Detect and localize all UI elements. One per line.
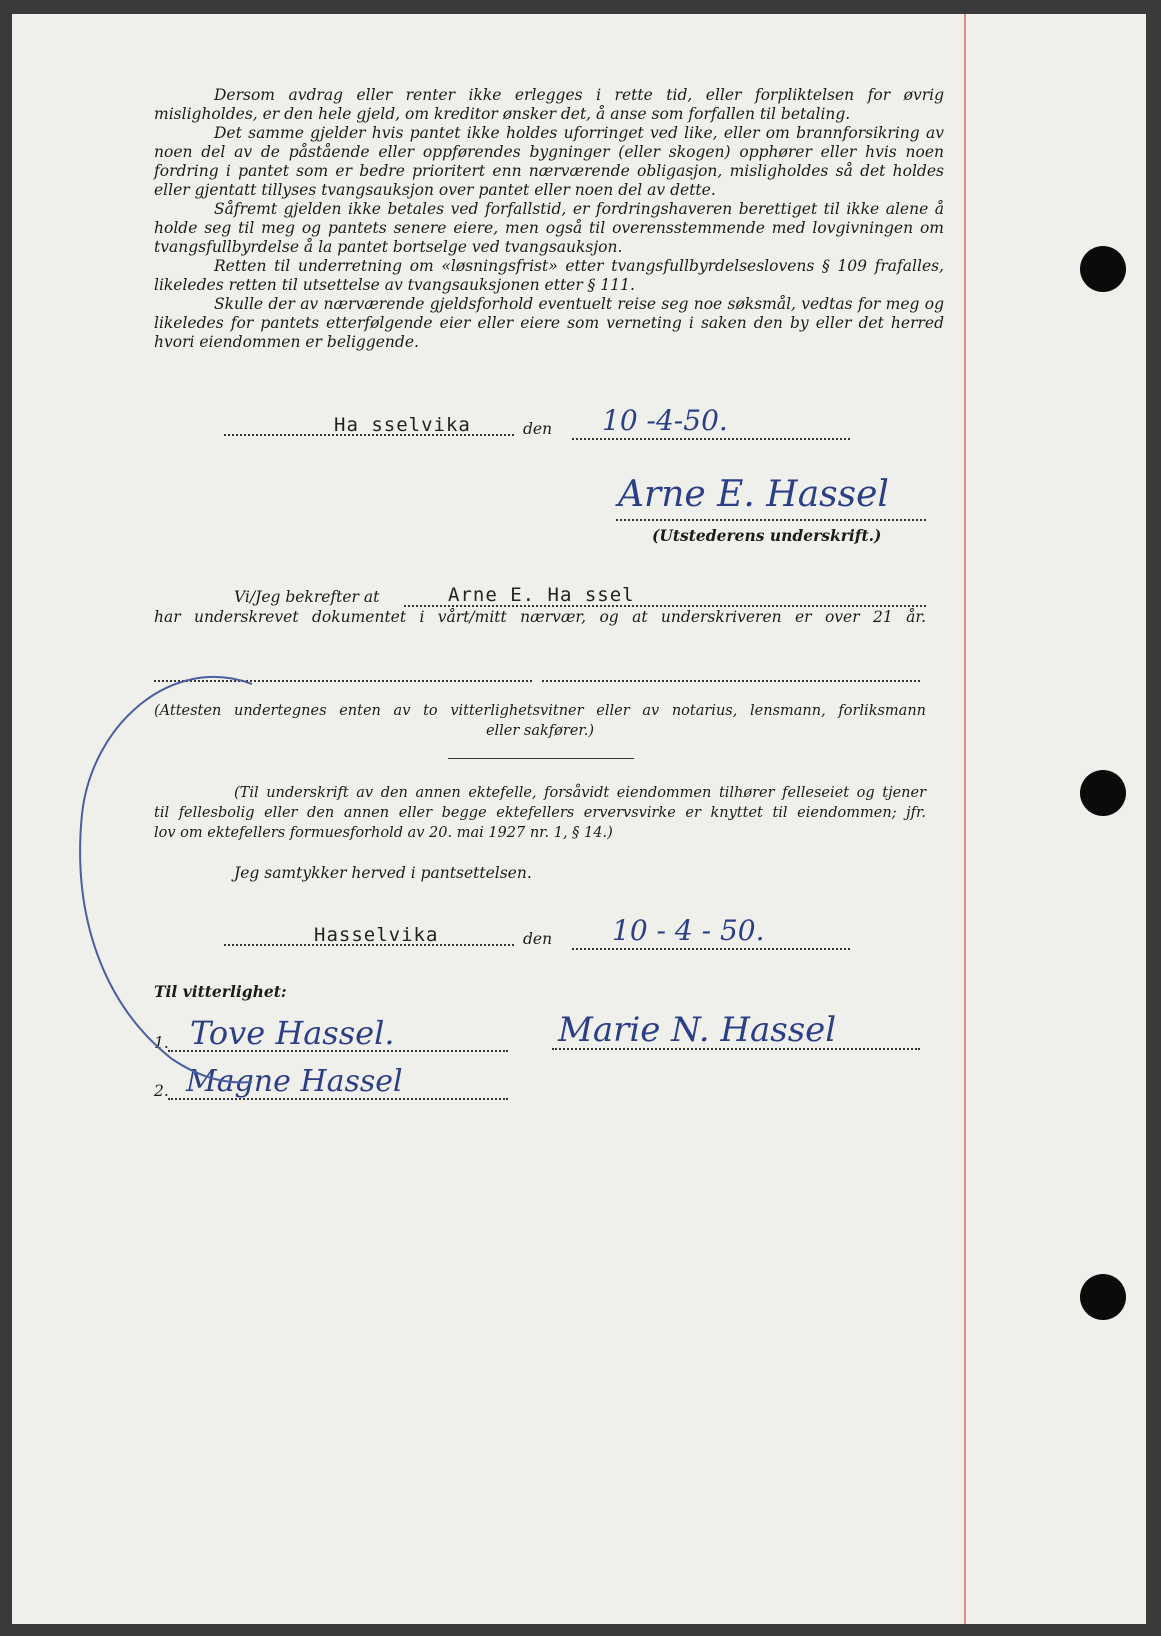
spouse-note-1: (Til underskrift av den annen ektefelle, forsåvidt eiendommen tilhører felleseiet og tjener xyxy=(234,785,926,801)
margin-line xyxy=(964,14,966,1624)
punch-hole-middle xyxy=(1080,770,1126,816)
witness-line-right xyxy=(542,680,920,682)
consent-text: Jeg samtykker herved i pantsettelsen. xyxy=(234,864,532,882)
punch-hole-bottom xyxy=(1080,1274,1126,1320)
witness-heading: Til vitterlighet: xyxy=(154,982,287,1001)
paragraph-notice: Retten til underretning om «løsningsfrist» etter tvangsfullbyrdelseslovens § 109 frafalles, likeledes retten til utsettelse av tvangsauksjonen etter § 111. xyxy=(154,257,944,294)
place-2: Hasselvika xyxy=(314,924,439,946)
issuer-signature: Arne E. Hassel xyxy=(618,474,889,515)
spouse-signature-line xyxy=(552,1048,920,1050)
punch-hole-top xyxy=(1080,246,1126,292)
date-line-1 xyxy=(572,438,850,440)
date-line-2 xyxy=(572,948,850,950)
witness-1-number: 1. xyxy=(154,1034,169,1052)
confirm-prefix: Vi/Jeg bekrefter at xyxy=(234,588,380,606)
separator-rule xyxy=(448,758,634,759)
paragraph-venue: Skulle der av nærværende gjeldsforhold eventuelt reise seg noe søksmål, vedtas for meg og likeledes for pantets etterfølgende eier eller eiere som verneting i saken den by eller det herred hvori eiendommen er beliggende. xyxy=(154,295,944,351)
paragraph-forced-sale: Såfremt gjelden ikke betales ved forfallstid, er fordringshaveren berettiget til ikke alene å holde seg til meg og pantets senere eiere, men også til overensstemmende med lovgivningen om tvangsfullbyrdelse å la pantet bortselge ved tvangsauksjon. xyxy=(154,200,944,256)
terms-text xyxy=(154,86,944,352)
paragraph-default: Dersom avdrag eller renter ikke erlegges i rette tid, eller forpliktelsen for øvrig misligholdes, er den hele gjeld, om kreditor ønsker det, å anse som forfallen til betaling. xyxy=(154,86,944,123)
attest-note-2: eller sakfører.) xyxy=(485,723,595,739)
bracket-stroke xyxy=(52,664,272,1104)
spouse-note-2: til fellesbolig eller den annen eller begge ektefellers ervervsvirke er knyttet til eiendommen; jfr. xyxy=(154,805,926,821)
spouse-note-3: lov om ektefellers formuesforhold av 20. mai 1927 nr. 1, § 14.) xyxy=(154,825,613,841)
attest-note-1: (Attesten undertegnes enten av to vitterlighetsvitner eller av notarius, lensmann, forliksmann xyxy=(154,703,926,719)
spouse-signature: Marie N. Hassel xyxy=(558,1010,837,1050)
date-2: 10 - 4 - 50. xyxy=(612,914,765,947)
place-1: Ha sselvika xyxy=(334,414,471,436)
date-1: 10 -4-50. xyxy=(602,404,728,437)
document-page xyxy=(12,14,1146,1624)
den-label-1: den xyxy=(523,420,553,438)
paragraph-insurance: Det samme gjelder hvis pantet ikke holdes uforringet ved like, eller om brannforsikring av noen del av de påstående eller oppførendes bygninger (eller skogen) opphører eller hvis noen fordring i pantet som er bedre prioritert enn nærværende obligasjon, misligholdes så det holdes eller gjentatt tillyses tvangsauksjon over pantet eller noen del av dette. xyxy=(154,124,944,199)
witness-2-signature: Magne Hassel xyxy=(186,1064,403,1099)
confirm-line-2: har underskrevet dokumentet i vårt/mitt nærvær, og at underskriveren er over 21 år. xyxy=(154,608,926,626)
witness-2-number: 2. xyxy=(154,1082,169,1100)
issuer-signature-line xyxy=(616,519,926,521)
confirm-name: Arne E. Ha ssel xyxy=(448,584,635,606)
issuer-caption: (Utstederens underskrift.) xyxy=(652,526,882,545)
witness-1-signature: Tove Hassel. xyxy=(190,1014,395,1052)
den-label-2: den xyxy=(523,930,553,948)
